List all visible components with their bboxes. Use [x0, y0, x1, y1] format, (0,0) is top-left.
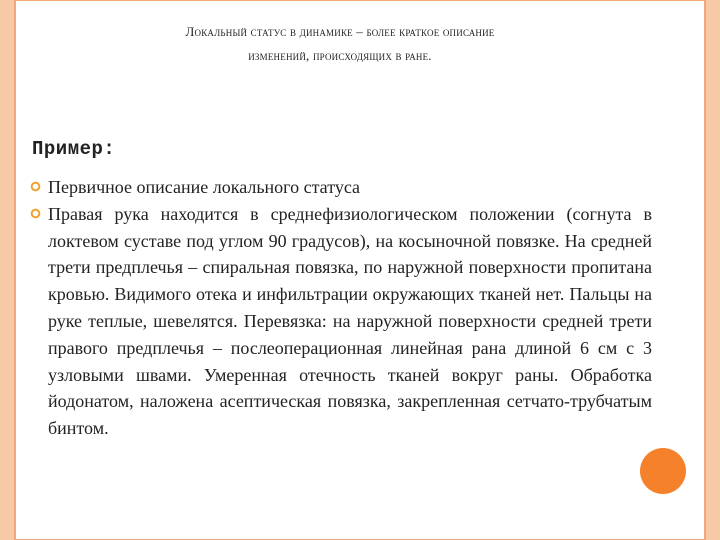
title-line-1: Локальный статус в динамике – более краткое описание [185, 24, 495, 39]
bullet-list [30, 174, 652, 442]
right-frame-bar [706, 0, 720, 540]
orange-circle-decoration [640, 448, 686, 494]
left-frame-bar [0, 0, 14, 540]
ring-bullet-icon [30, 208, 41, 219]
top-frame-line [14, 0, 706, 1]
list-item [30, 201, 652, 442]
ring-bullet-icon [30, 181, 41, 192]
left-frame-line [14, 0, 16, 540]
bullet-text: Правая рука находится в среднефизиологическом положении (согнута в локтевом суставе под углом 90 градусов), на косыночной повязке. На средней трети предплечья – спиральная повязка, по наружной поверхности пропитана кровью. Видимого отека и инфильтрации окружающих тканей нет. Пальцы на руке теплые, шевелятся. Перевязка: на наружной поверхности средней трети правого предплечья – послеоперационная линейная рана длиной 6 см с 3 узловыми швами. Умеренная отечность тканей вокруг раны. Обработка йодонатом, наложена асептическая повязка, закрепленная сетчато-трубчатым бинтом. [48, 203, 652, 439]
list-item [30, 174, 652, 201]
example-heading: Пример: [32, 138, 116, 160]
right-frame-line [704, 0, 706, 540]
title-line-2: изменений, происходящих в ране. [248, 48, 432, 63]
bullet-text: Первичное описание локального статуса [48, 177, 361, 197]
slide-title [40, 20, 640, 68]
